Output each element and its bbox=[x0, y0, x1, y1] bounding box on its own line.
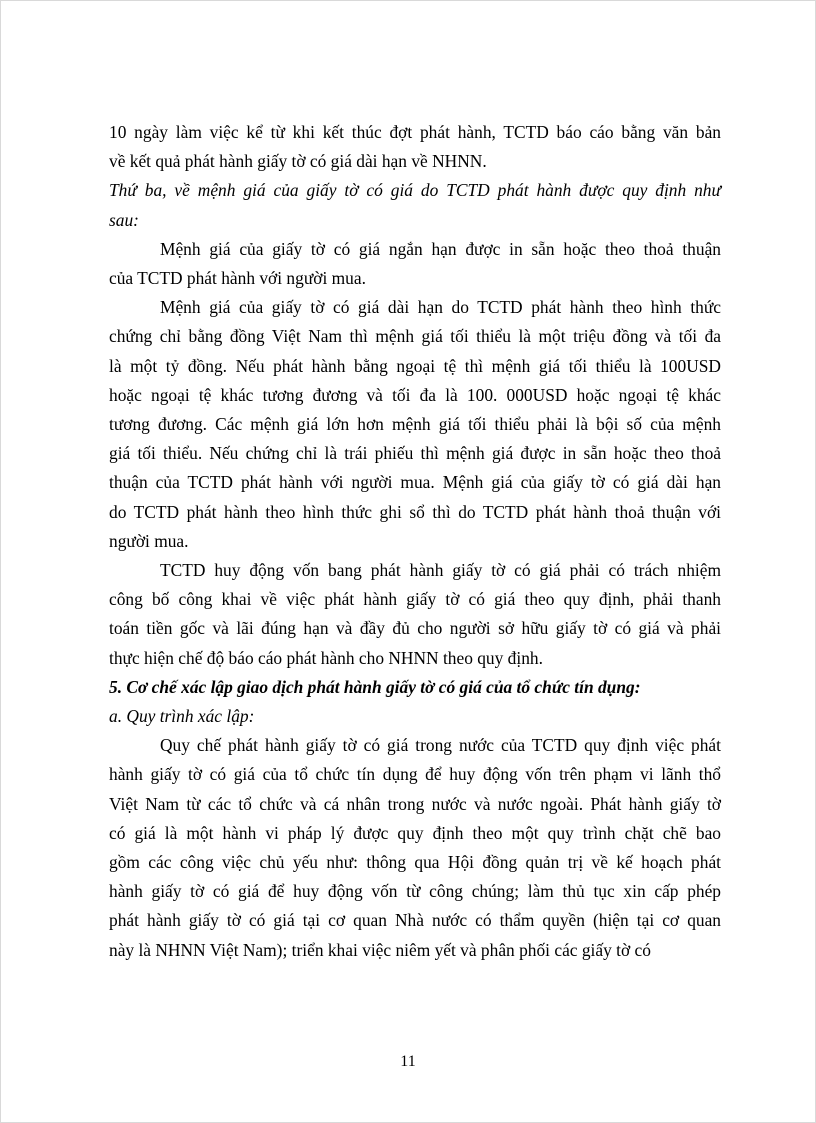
document-body bbox=[109, 118, 721, 965]
subsection-heading bbox=[109, 702, 721, 731]
section-heading bbox=[109, 673, 721, 702]
text-line: có giá là một hành vi pháp lý được quy định theo một quy trình chặt chẽ bao bbox=[109, 822, 721, 843]
text-line: toán tiền gốc và lãi đúng hạn và đầy đủ cho người sở hữu giấy tờ có giá và phải bbox=[109, 618, 721, 639]
section-heading-text: 5. Cơ chế xác lập giao dịch phát hành giấy tờ có giá của tổ chức tín dụng: bbox=[109, 676, 641, 697]
text-line: hoặc ngoại tệ khác tương đương và tối đa là 100. 000USD hoặc ngoại tệ khác bbox=[109, 384, 721, 405]
subsection-heading-text: a. Quy trình xác lập: bbox=[109, 706, 255, 727]
text-line: tương đương. Các mệnh giá lớn hơn mệnh giá tối thiểu phải là bội số của mệnh bbox=[109, 414, 721, 435]
text-line: Việt Nam từ các tổ chức và cá nhân trong nước và nước ngoài. Phát hành giấy tờ bbox=[109, 793, 721, 814]
text-line: TCTD huy động vốn bang phát hành giấy tờ có giá phải có trách nhiệm bbox=[160, 560, 721, 581]
text-line: người mua. bbox=[109, 530, 189, 551]
text-line: chứng chỉ bằng đồng Việt Nam thì mệnh giá tối thiểu là một triệu đồng và tối đa bbox=[109, 326, 721, 347]
text-line: gồm các công việc chủ yếu như: thông qua Hội đồng quản trị về kế hoạch phát bbox=[109, 852, 721, 873]
text-line: hành giấy tờ có giá của tổ chức tín dụng để huy động vốn trên phạm vi lãnh thổ bbox=[109, 764, 721, 785]
text-line: phát hành giấy tờ có giá tại cơ quan Nhà nước có thẩm quyền (hiện tại cơ quan bbox=[109, 910, 721, 931]
text-line: giá tối thiểu. Nếu chứng chỉ là trái phiếu thì mệnh giá được in sẵn hoặc theo thoả bbox=[109, 443, 721, 464]
paragraph-issuer-obligations bbox=[109, 556, 721, 673]
paragraph-denomination-intro bbox=[109, 176, 721, 234]
text-line: Thứ ba, về mệnh giá của giấy tờ có giá do TCTD phát hành được quy định như bbox=[109, 180, 721, 201]
paragraph-issuance-process bbox=[109, 731, 721, 965]
paragraph-1 bbox=[109, 118, 721, 176]
text-line: Quy chế phát hành giấy tờ có giá trong nước của TCTD quy định việc phát bbox=[160, 735, 721, 756]
text-line: thực hiện chế độ báo cáo phát hành cho NHNN theo quy định. bbox=[109, 647, 543, 668]
paragraph-long-term-denomination bbox=[109, 293, 721, 556]
paragraph-short-term-denomination bbox=[109, 235, 721, 293]
text-line: này là NHNN Việt Nam); triển khai việc niêm yết và phân phối các giấy tờ có bbox=[109, 939, 651, 960]
text-line: hành giấy tờ có giá để huy động vốn từ công chúng; làm thủ tục xin cấp phép bbox=[109, 881, 721, 902]
text-line: của TCTD phát hành với người mua. bbox=[109, 268, 366, 289]
text-line: 10 ngày làm việc kể từ khi kết thúc đợt phát hành, TCTD báo cáo bằng văn bản bbox=[109, 122, 721, 142]
text-line: là một tỷ đồng. Nếu phát hành bằng ngoại tệ thì mệnh giá tối thiểu là 100USD bbox=[109, 355, 721, 376]
text-line: công bố công khai về việc phát hành giấy tờ có giá theo quy định, phải thanh bbox=[109, 589, 721, 610]
text-line: Mệnh giá của giấy tờ có giá dài hạn do TCTD phát hành theo hình thức bbox=[160, 297, 721, 318]
text-line: thuận của TCTD phát hành với người mua. Mệnh giá của giấy tờ có giá dài hạn bbox=[109, 472, 721, 493]
text-line: sau: bbox=[109, 209, 139, 230]
page-number: 11 bbox=[400, 1053, 416, 1070]
text-line: Mệnh giá của giấy tờ có giá ngắn hạn được in sẵn hoặc theo thoả thuận bbox=[160, 238, 721, 259]
text-line: về kết quả phát hành giấy tờ có giá dài hạn về NHNN. bbox=[109, 151, 487, 172]
text-line: do TCTD phát hành theo hình thức ghi sổ thì do TCTD phát hành thoả thuận với bbox=[109, 501, 721, 522]
